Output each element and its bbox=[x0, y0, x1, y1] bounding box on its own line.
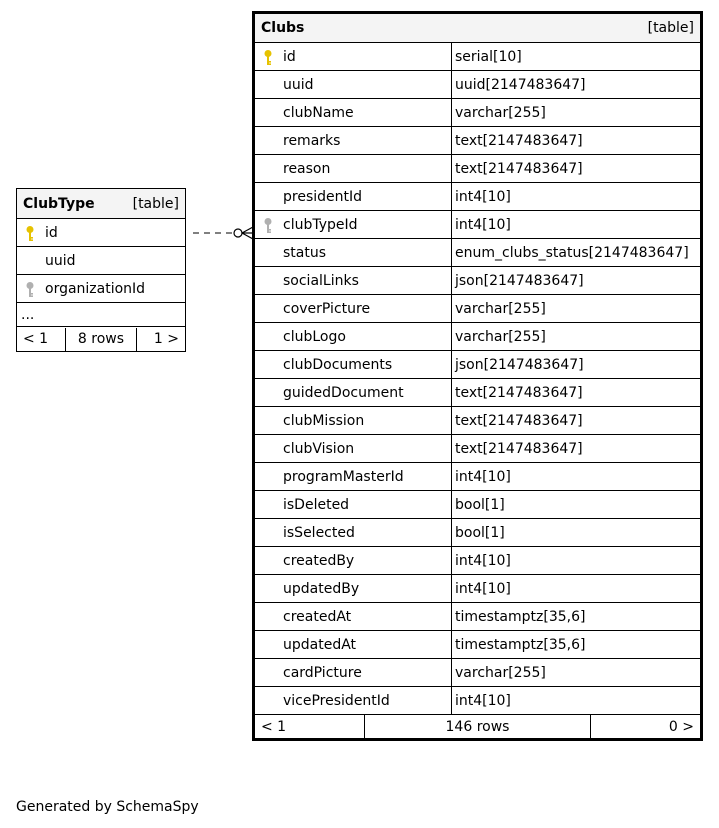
clubs-table[interactable] bbox=[252, 11, 703, 741]
column-row[interactable] bbox=[254, 435, 702, 463]
column-type: varchar[255] bbox=[452, 99, 702, 127]
table-kind: [table] bbox=[117, 189, 185, 219]
column-type: text[2147483647] bbox=[452, 435, 702, 463]
column-name-text: updatedAt bbox=[283, 636, 357, 653]
column-row[interactable] bbox=[254, 323, 702, 351]
column-type: json[2147483647] bbox=[452, 351, 702, 379]
table-footer bbox=[17, 327, 186, 352]
table-kind: [table] bbox=[452, 13, 702, 43]
column-name-text: id bbox=[45, 224, 58, 241]
column-name bbox=[254, 407, 452, 435]
column-name-text: clubLogo bbox=[283, 328, 346, 345]
column-name-text: presidentId bbox=[283, 188, 363, 205]
column-row[interactable] bbox=[254, 155, 702, 183]
parent-count-link[interactable]: < 1 bbox=[261, 718, 287, 735]
column-name-text: coverPicture bbox=[283, 300, 371, 317]
column-row[interactable] bbox=[254, 71, 702, 99]
column-name-text: clubVision bbox=[283, 440, 355, 457]
column-row[interactable] bbox=[254, 659, 702, 687]
column-row[interactable] bbox=[17, 219, 186, 247]
column-row[interactable] bbox=[254, 547, 702, 575]
column-name bbox=[254, 127, 452, 155]
column-name bbox=[254, 687, 452, 715]
column-name bbox=[254, 435, 452, 463]
column-name bbox=[254, 295, 452, 323]
column-row[interactable] bbox=[254, 491, 702, 519]
primary-key-icon bbox=[25, 225, 35, 243]
column-name bbox=[254, 211, 452, 239]
column-name bbox=[254, 155, 452, 183]
parent-count-link[interactable]: < 1 bbox=[23, 331, 49, 347]
column-name-text: clubMission bbox=[283, 412, 365, 429]
column-type: int4[10] bbox=[452, 183, 702, 211]
column-name-text: uuid bbox=[283, 76, 314, 93]
column-name bbox=[254, 239, 452, 267]
column-name-text: isSelected bbox=[283, 524, 355, 541]
column-row[interactable] bbox=[254, 603, 702, 631]
generated-by-label: Generated by SchemaSpy bbox=[16, 799, 199, 815]
column-name-text: clubDocuments bbox=[283, 356, 393, 373]
child-count-link[interactable]: 1 > bbox=[137, 328, 185, 351]
column-type: varchar[255] bbox=[452, 659, 702, 687]
child-count-link[interactable]: 0 > bbox=[590, 715, 700, 738]
column-row[interactable] bbox=[254, 379, 702, 407]
column-row[interactable] bbox=[254, 183, 702, 211]
column-name bbox=[17, 275, 186, 303]
column-row[interactable] bbox=[254, 267, 702, 295]
column-type: timestamptz[35,6] bbox=[452, 603, 702, 631]
column-name bbox=[254, 351, 452, 379]
row-count: 146 rows bbox=[365, 715, 591, 738]
column-row[interactable] bbox=[254, 687, 702, 715]
clubtype-table[interactable] bbox=[16, 188, 186, 352]
column-row[interactable] bbox=[254, 631, 702, 659]
more-columns-row[interactable] bbox=[17, 303, 186, 327]
column-name-text: createdAt bbox=[283, 608, 352, 625]
column-name-text: clubTypeId bbox=[283, 216, 358, 233]
column-type: int4[10] bbox=[452, 547, 702, 575]
column-name-text: status bbox=[283, 244, 327, 261]
column-type: int4[10] bbox=[452, 463, 702, 491]
column-row[interactable] bbox=[17, 275, 186, 303]
column-name bbox=[254, 71, 452, 99]
column-type: int4[10] bbox=[452, 575, 702, 603]
column-name-text: id bbox=[283, 48, 296, 65]
table-name[interactable]: ClubType bbox=[17, 189, 118, 219]
column-row[interactable] bbox=[254, 295, 702, 323]
column-row[interactable] bbox=[254, 43, 702, 71]
column-name-text: remarks bbox=[283, 132, 341, 149]
foreign-key-icon bbox=[263, 217, 273, 235]
column-row[interactable] bbox=[254, 463, 702, 491]
column-name-text: programMasterId bbox=[283, 468, 404, 485]
column-name bbox=[17, 219, 186, 247]
column-type: text[2147483647] bbox=[452, 407, 702, 435]
column-name-text: updatedBy bbox=[283, 580, 360, 597]
column-name bbox=[254, 43, 452, 71]
column-type: varchar[255] bbox=[452, 295, 702, 323]
column-name-text: reason bbox=[283, 160, 331, 177]
column-name bbox=[254, 267, 452, 295]
column-name bbox=[254, 99, 452, 127]
table-header bbox=[17, 189, 186, 219]
more-columns-ellipsis[interactable]: ... bbox=[17, 303, 186, 327]
column-name-text: vicePresidentId bbox=[283, 692, 390, 709]
column-type: text[2147483647] bbox=[452, 379, 702, 407]
column-type: int4[10] bbox=[452, 211, 702, 239]
column-row[interactable] bbox=[254, 239, 702, 267]
column-name bbox=[254, 323, 452, 351]
primary-key-icon bbox=[263, 49, 273, 67]
column-type: varchar[255] bbox=[452, 323, 702, 351]
column-type: int4[10] bbox=[452, 687, 702, 715]
column-name-text: uuid bbox=[45, 252, 76, 269]
row-count: 8 rows bbox=[65, 328, 137, 351]
column-type: text[2147483647] bbox=[452, 127, 702, 155]
optional-marker bbox=[234, 229, 242, 237]
column-name-text: cardPicture bbox=[283, 664, 362, 681]
column-row[interactable] bbox=[17, 247, 186, 275]
foreign-key-icon bbox=[25, 281, 35, 299]
column-type: bool[1] bbox=[452, 491, 702, 519]
column-name bbox=[254, 463, 452, 491]
column-name bbox=[254, 575, 452, 603]
column-row[interactable] bbox=[254, 407, 702, 435]
column-row[interactable] bbox=[254, 519, 702, 547]
column-name-text: socialLinks bbox=[283, 272, 359, 289]
column-name bbox=[254, 603, 452, 631]
column-row[interactable] bbox=[254, 575, 702, 603]
column-row[interactable] bbox=[254, 127, 702, 155]
column-name-text: createdBy bbox=[283, 552, 355, 569]
column-name-text: organizationId bbox=[45, 280, 146, 297]
column-name-text: clubName bbox=[283, 104, 354, 121]
column-type: enum_clubs_status[2147483647] bbox=[452, 239, 702, 267]
column-name bbox=[254, 491, 452, 519]
column-type: text[2147483647] bbox=[452, 155, 702, 183]
column-type: uuid[2147483647] bbox=[452, 71, 702, 99]
column-name-text: isDeleted bbox=[283, 496, 350, 513]
column-name bbox=[254, 183, 452, 211]
column-type: serial[10] bbox=[452, 43, 702, 71]
column-name bbox=[17, 247, 186, 275]
column-name bbox=[254, 547, 452, 575]
column-row[interactable] bbox=[254, 211, 702, 239]
table-header bbox=[254, 13, 702, 43]
column-type: bool[1] bbox=[452, 519, 702, 547]
column-type: timestamptz[35,6] bbox=[452, 631, 702, 659]
column-row[interactable] bbox=[254, 99, 702, 127]
table-footer bbox=[254, 715, 702, 740]
column-row[interactable] bbox=[254, 351, 702, 379]
column-name bbox=[254, 631, 452, 659]
column-type: json[2147483647] bbox=[452, 267, 702, 295]
column-name-text: guidedDocument bbox=[283, 384, 404, 401]
column-name bbox=[254, 659, 452, 687]
table-name[interactable]: Clubs bbox=[254, 13, 452, 43]
column-name bbox=[254, 519, 452, 547]
column-name bbox=[254, 379, 452, 407]
